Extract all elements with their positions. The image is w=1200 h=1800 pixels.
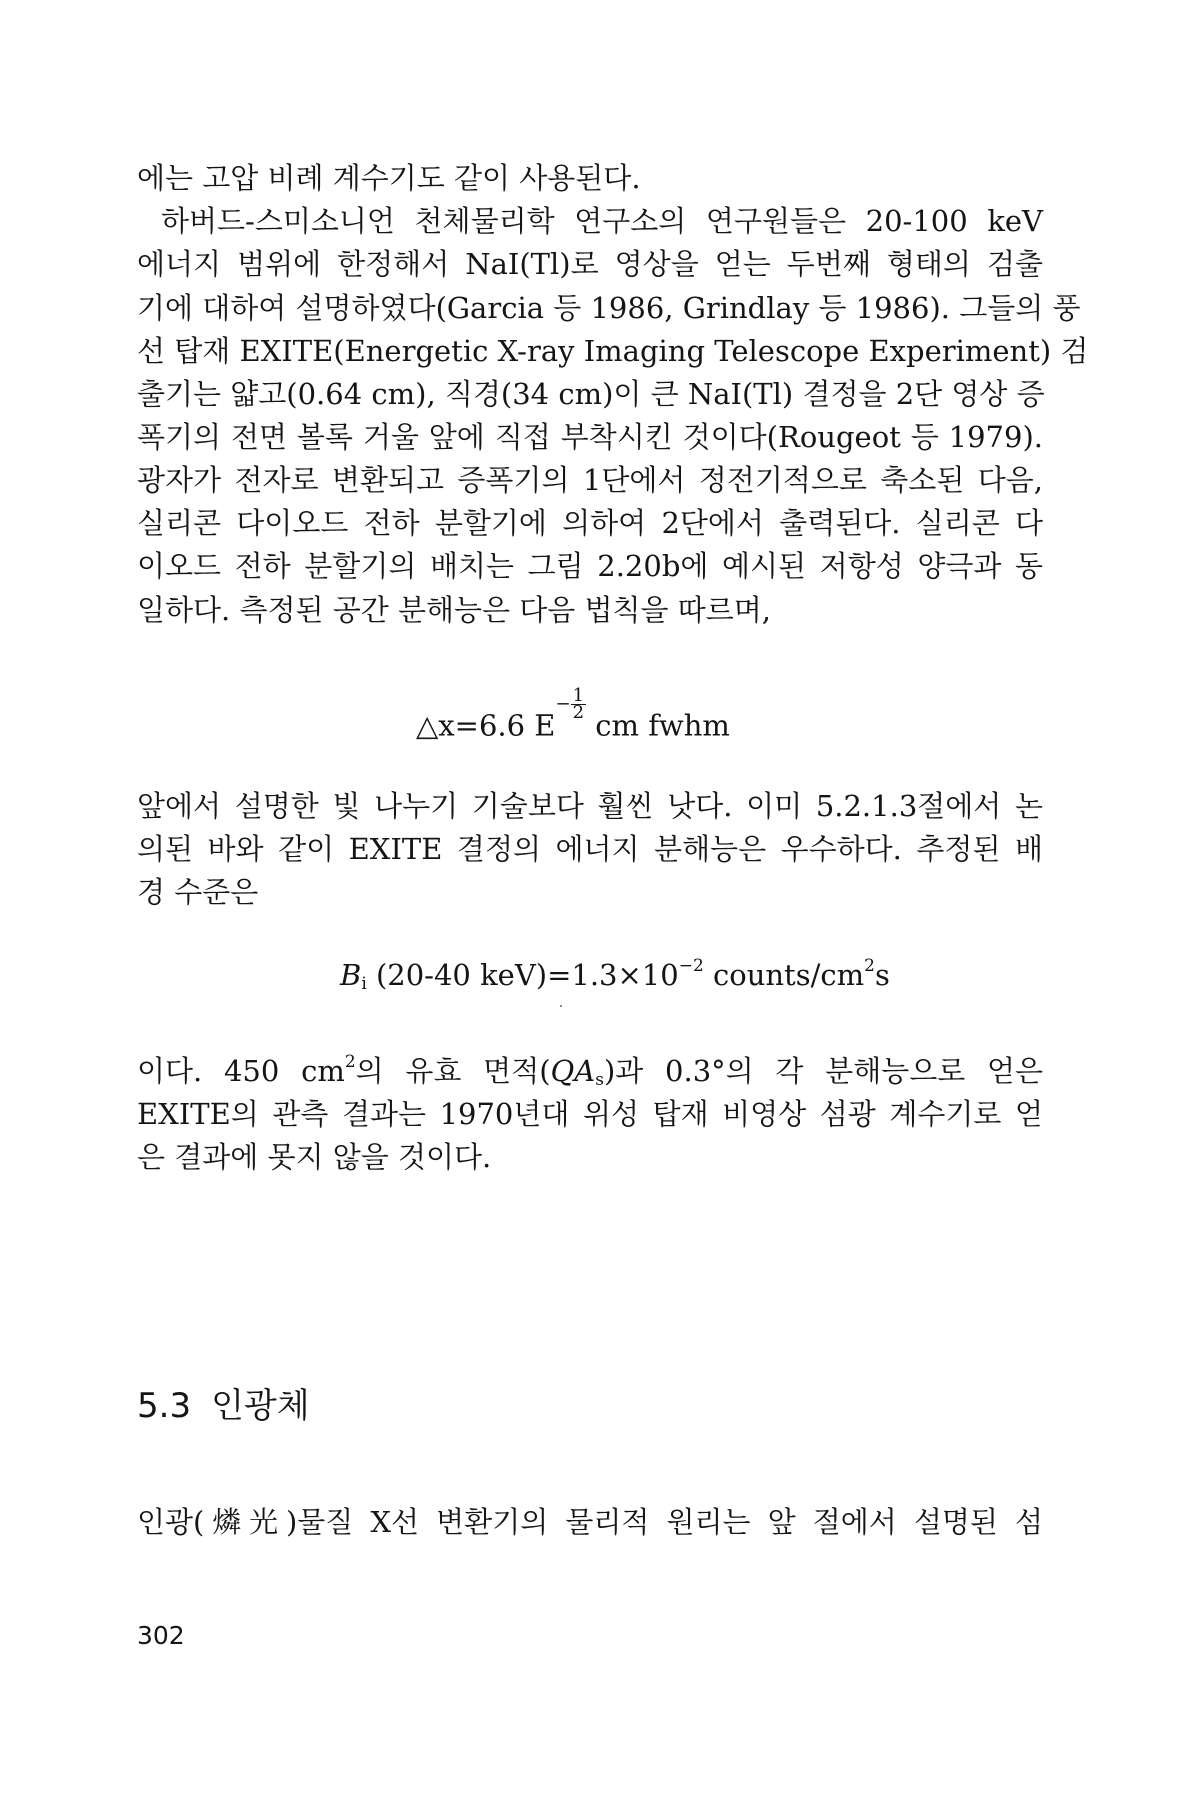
section-heading bbox=[137, 1384, 310, 1428]
equation-background-unit-exponent: 2 bbox=[864, 956, 875, 976]
exponent-numerator: 1 bbox=[572, 685, 585, 706]
equation-background-tail: s bbox=[874, 958, 890, 992]
body-line-15 bbox=[137, 1051, 1043, 1091]
equation-resolution-exponent bbox=[555, 685, 586, 723]
line-15-mid: 의 유효 면적( bbox=[355, 1054, 551, 1088]
line-15-pre: 이다. 450 cm bbox=[137, 1054, 345, 1088]
body-line-5: 선 탑재 EXITE(Energetic X-ray Imaging Telescope Experiment) 검 bbox=[137, 334, 1089, 368]
line-15-qa: QA bbox=[550, 1054, 596, 1088]
body-line-18: 인광(燐光)물질 X선 변환기의 물리적 원리는 앞 절에서 설명된 섬 bbox=[137, 1505, 1043, 1539]
body-line-14: 경 수준은 bbox=[137, 875, 259, 909]
page-number: 302 bbox=[137, 1621, 185, 1650]
print-speck bbox=[560, 1005, 562, 1007]
body-line-4: 기에 대하여 설명하였다(Garcia 등 1986, Grindlay 등 1986). 그들의 풍 bbox=[137, 291, 1081, 325]
body-line-1: 에는 고압 비례 계수기도 같이 사용된다. bbox=[137, 161, 641, 195]
equation-resolution-lhs: △x=6.6 E bbox=[416, 708, 556, 743]
section-title: 인광체 bbox=[211, 1386, 310, 1426]
body-line-3: 에너지 범위에 한정해서 NaI(Tl)로 영상을 얻는 두번째 형태의 검출 bbox=[137, 247, 1043, 281]
equation-background-unit: counts/cm bbox=[703, 958, 865, 992]
exponent-sign: − bbox=[555, 693, 571, 715]
equation-background-symbol: B bbox=[340, 958, 362, 992]
body-line-11: 일하다. 측정된 공간 분해능은 다음 법칙을 따르며, bbox=[137, 593, 772, 627]
line-15-post: )과 0.3°의 각 분해능으로 얻은 bbox=[603, 1054, 1044, 1088]
body-line-2: 하버드-스미소니언 천체물리학 연구소의 연구원들은 20-100 keV bbox=[161, 204, 1043, 238]
equation-background-exponent: −2 bbox=[678, 956, 704, 976]
body-line-16: EXITE의 관측 결과는 1970년대 위성 탑재 비영상 섬광 계수기로 얻 bbox=[137, 1097, 1043, 1131]
body-line-6: 출기는 얇고(0.64 cm), 직경(34 cm)이 큰 NaI(Tl) 결정을 2단 영상 증 bbox=[137, 377, 1045, 411]
body-line-17: 은 결과에 못지 않을 것이다. bbox=[137, 1140, 492, 1174]
body-line-10: 이오드 전하 분할기의 배치는 그림 2.20b에 예시된 저항성 양극과 동 bbox=[137, 549, 1043, 583]
equation-background-mid: (20-40 keV)=1.3×10 bbox=[366, 958, 679, 992]
exponent-denominator: 2 bbox=[572, 702, 585, 723]
body-line-12: 앞에서 설명한 빛 나누기 기술보다 훨씬 낫다. 이미 5.2.1.3절에서 논 bbox=[137, 789, 1043, 823]
body-line-9: 실리콘 다이오드 전하 분할기에 의하여 2단에서 출력된다. 실리콘 다 bbox=[137, 506, 1043, 540]
section-number: 5.3 bbox=[137, 1386, 192, 1426]
body-line-8: 광자가 전자로 변환되고 증폭기의 1단에서 정전기적으로 축소된 다음, bbox=[137, 463, 1043, 497]
equation-background bbox=[340, 955, 890, 995]
body-line-13: 의된 바와 같이 EXITE 결정의 에너지 분해능은 우수하다. 추정된 배 bbox=[137, 832, 1043, 866]
equation-resolution bbox=[416, 685, 730, 746]
line-15-sup: 2 bbox=[344, 1052, 356, 1072]
body-line-7: 폭기의 전면 볼록 거울 앞에 직접 부착시킨 것이다(Rougeot 등 1979). bbox=[137, 420, 1043, 454]
equation-background-subscript: i bbox=[361, 974, 367, 994]
equation-resolution-rhs: cm fwhm bbox=[595, 708, 730, 743]
line-15-sub: s bbox=[595, 1070, 604, 1090]
